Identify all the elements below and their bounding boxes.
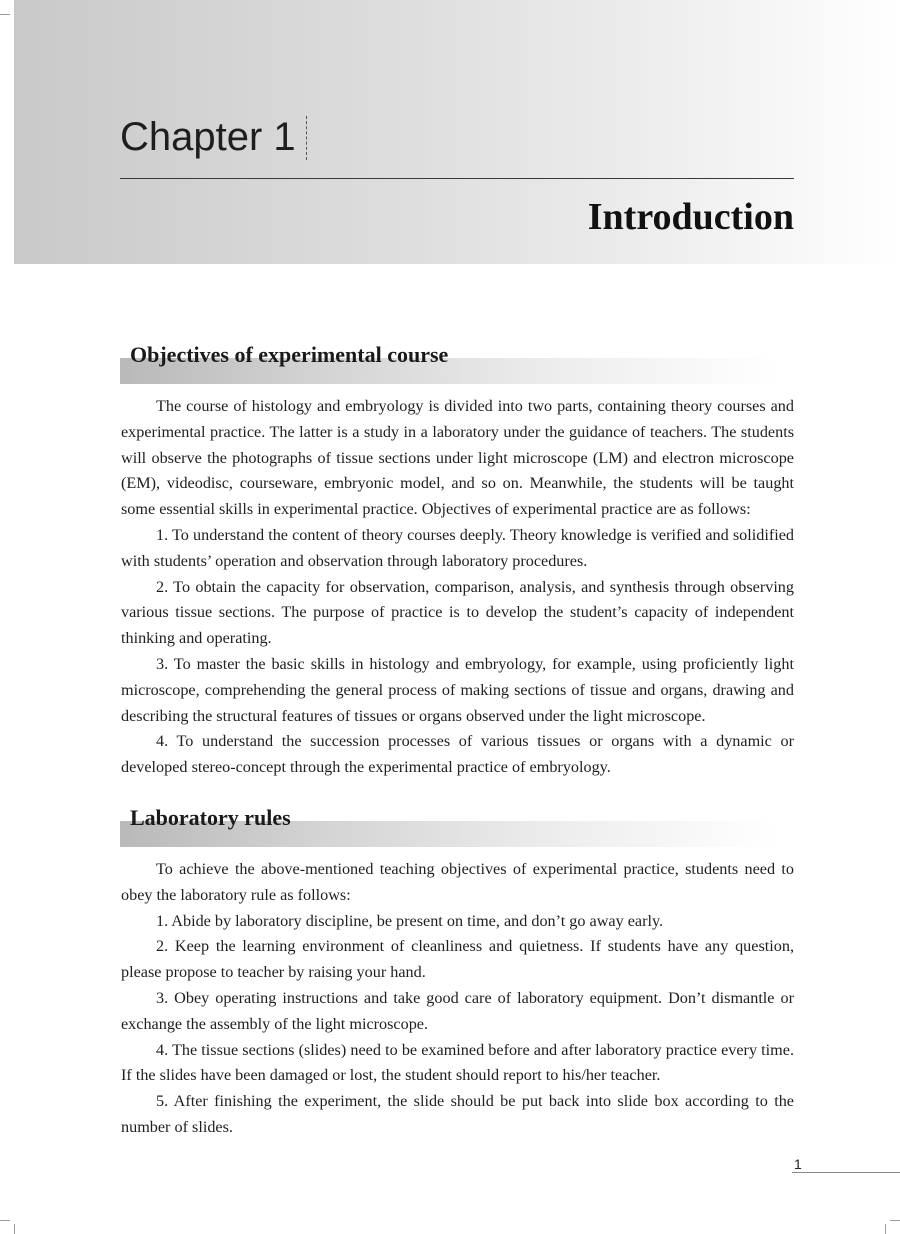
chapter-title: Introduction — [587, 196, 794, 238]
list-item: 2. To obtain the capacity for observation, comparison, analysis, and synthesis through observing various tissue sections. The purpose of practice is to develop the student’s capacity of independent thinking and operating. — [121, 577, 794, 648]
crop-mark — [0, 14, 10, 15]
list-item: 4. The tissue sections (slides) need to be examined before and after laboratory practice every time. If the slides have been damaged or lost, the student should report to his/her teacher. — [121, 1040, 794, 1085]
section-body-objectives — [121, 394, 794, 781]
crop-mark — [885, 1224, 886, 1234]
paragraph: To achieve the above-mentioned teaching objectives of experimental practice, students need to obey the laboratory rule as follows: — [121, 860, 794, 904]
list-item: 3. Obey operating instructions and take good care of laboratory equipment. Don’t dismantle or exchange the assembly of the light microscope. — [121, 988, 794, 1033]
section-heading-text: Laboratory rules — [130, 805, 291, 830]
section-heading-laboratory-rules — [120, 805, 776, 847]
list-item: 5. After finishing the experiment, the slide should be put back into slide box according to the number of slides. — [121, 1092, 794, 1136]
section-heading-text: Objectives of experimental course — [130, 342, 449, 367]
chapter-divider — [306, 116, 307, 160]
section-heading-objectives — [120, 342, 776, 384]
page-number: 1 — [794, 1156, 802, 1172]
page-number-rule — [792, 1172, 900, 1173]
chapter-rule — [120, 178, 794, 179]
chapter-label: Chapter 1 — [120, 115, 296, 159]
crop-mark — [14, 1224, 15, 1234]
crop-mark — [0, 1220, 10, 1221]
section-body-laboratory-rules — [121, 857, 794, 1141]
list-item: 1. To understand the content of theory courses deeply. Theory knowledge is verified and solidified with students’ operation and observation through laboratory procedures. — [121, 525, 794, 570]
list-item: 1. Abide by laboratory discipline, be present on time, and don’t go away early. — [156, 911, 664, 930]
list-item: 4. To understand the succession processes of various tissues or organs with a dynamic or developed stereo-concept through the experimental practice of embryology. — [121, 732, 794, 777]
crop-mark — [890, 1220, 900, 1221]
paragraph: The course of histology and embryology is divided into two parts, containing theory courses and experimental practice. The latter is a study in a laboratory under the guidance of teachers. The students will observe the photographs of tissue sections under light microscope (LM) and electron microscope (EM), videodisc, courseware, embryonic model, and so on. Meanwhile, the students will be taught some essential skills in experimental practice. Objectives of experimental practice are as follows: — [121, 397, 794, 519]
list-item: 3. To master the basic skills in histology and embryology, for example, using proficiently light microscope, comprehending the general process of making sections of tissue and organs, drawing and describing the structural features of tissues or organs observed under the light microscope. — [121, 654, 794, 725]
list-item: 2. Keep the learning environment of cleanliness and quietness. If students have any question, please propose to teacher by raising your hand. — [121, 937, 794, 982]
